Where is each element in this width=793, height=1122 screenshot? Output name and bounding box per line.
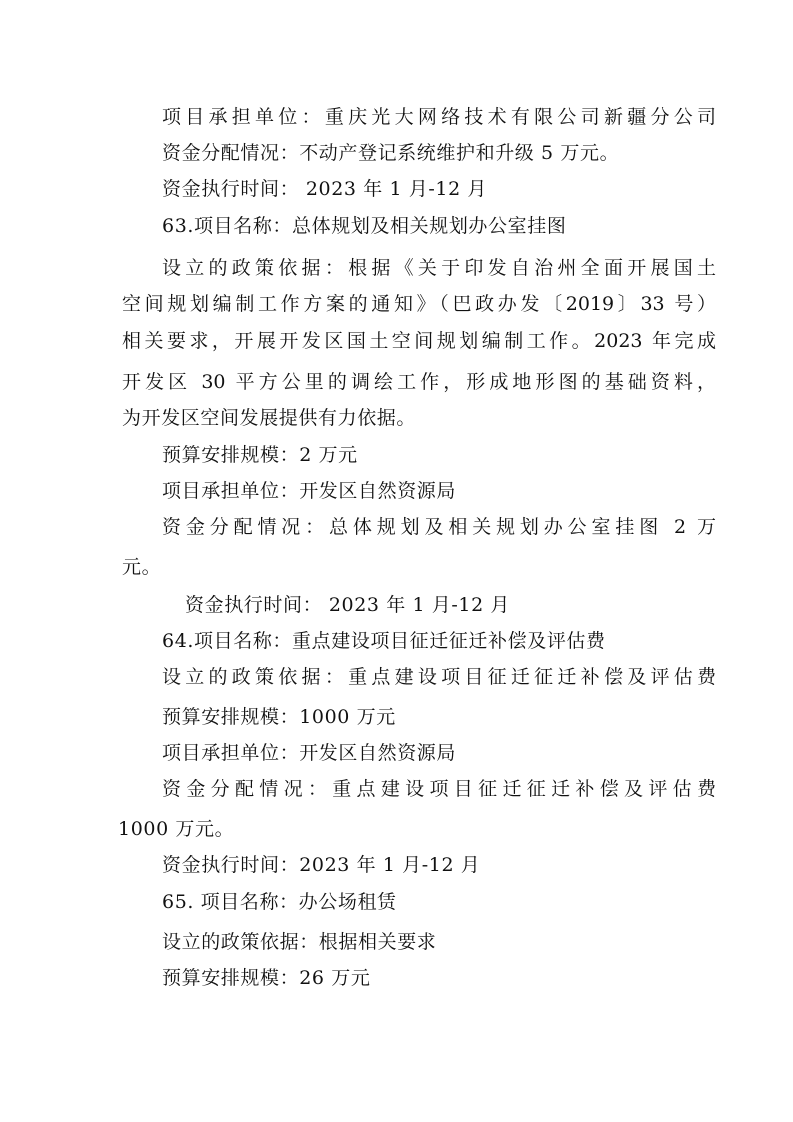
text-line: 资金执行时间： 2023 年 1 月-12 月 — [185, 594, 511, 616]
text-line: 为开发区空间发展提供有力依据。 — [122, 407, 417, 429]
text-line: 设立的政策依据：重点建设项目征迁征迁补偿及评估费 — [162, 666, 716, 688]
text-line: 资金执行时间： 2023 年 1 月-12 月 — [162, 178, 488, 200]
text-line: 预算安排规模：1000 万元 — [162, 706, 396, 728]
text-line: 64.项目名称：重点建设项目征迁征迁补偿及评估费 — [162, 630, 606, 652]
text-line: 项目承担单位：开发区自然资源局 — [162, 480, 457, 502]
text-line: 空间规划编制工作方案的通知》（巴政办发〔2019〕33 号） — [122, 293, 716, 315]
text-line: 预算安排规模：2 万元 — [162, 444, 358, 466]
text-line: 1000 万元。 — [118, 818, 235, 840]
text-line: 设立的政策依据：根据相关要求 — [162, 931, 437, 953]
text-line: 资金执行时间：2023 年 1 月-12 月 — [162, 854, 481, 876]
text-line: 项目承担单位：开发区自然资源局 — [162, 742, 457, 764]
text-line: 资金分配情况：总体规划及相关规划办公室挂图 2 万 — [162, 516, 716, 538]
text-line: 63.项目名称：总体规划及相关规划办公室挂图 — [162, 215, 567, 237]
text-line: 开发区 30 平方公里的调绘工作，形成地形图的基础资料， — [122, 371, 716, 393]
text-line: 资金分配情况：不动产登记系统维护和升级 5 万元。 — [162, 142, 620, 164]
text-line: 元。 — [122, 556, 162, 578]
text-line: 相关要求，开展开发区国土空间规划编制工作。2023 年完成 — [122, 330, 716, 352]
text-line: 资金分配情况：重点建设项目征迁征迁补偿及评估费 — [162, 778, 716, 800]
text-line: 预算安排规模：26 万元 — [162, 967, 371, 989]
text-line: 项目承担单位：重庆光大网络技术有限公司新疆分公司 — [162, 106, 716, 128]
text-line: 65. 项目名称：办公场租赁 — [162, 891, 397, 913]
text-line: 设立的政策依据：根据《关于印发自治州全面开展国土 — [162, 257, 716, 279]
